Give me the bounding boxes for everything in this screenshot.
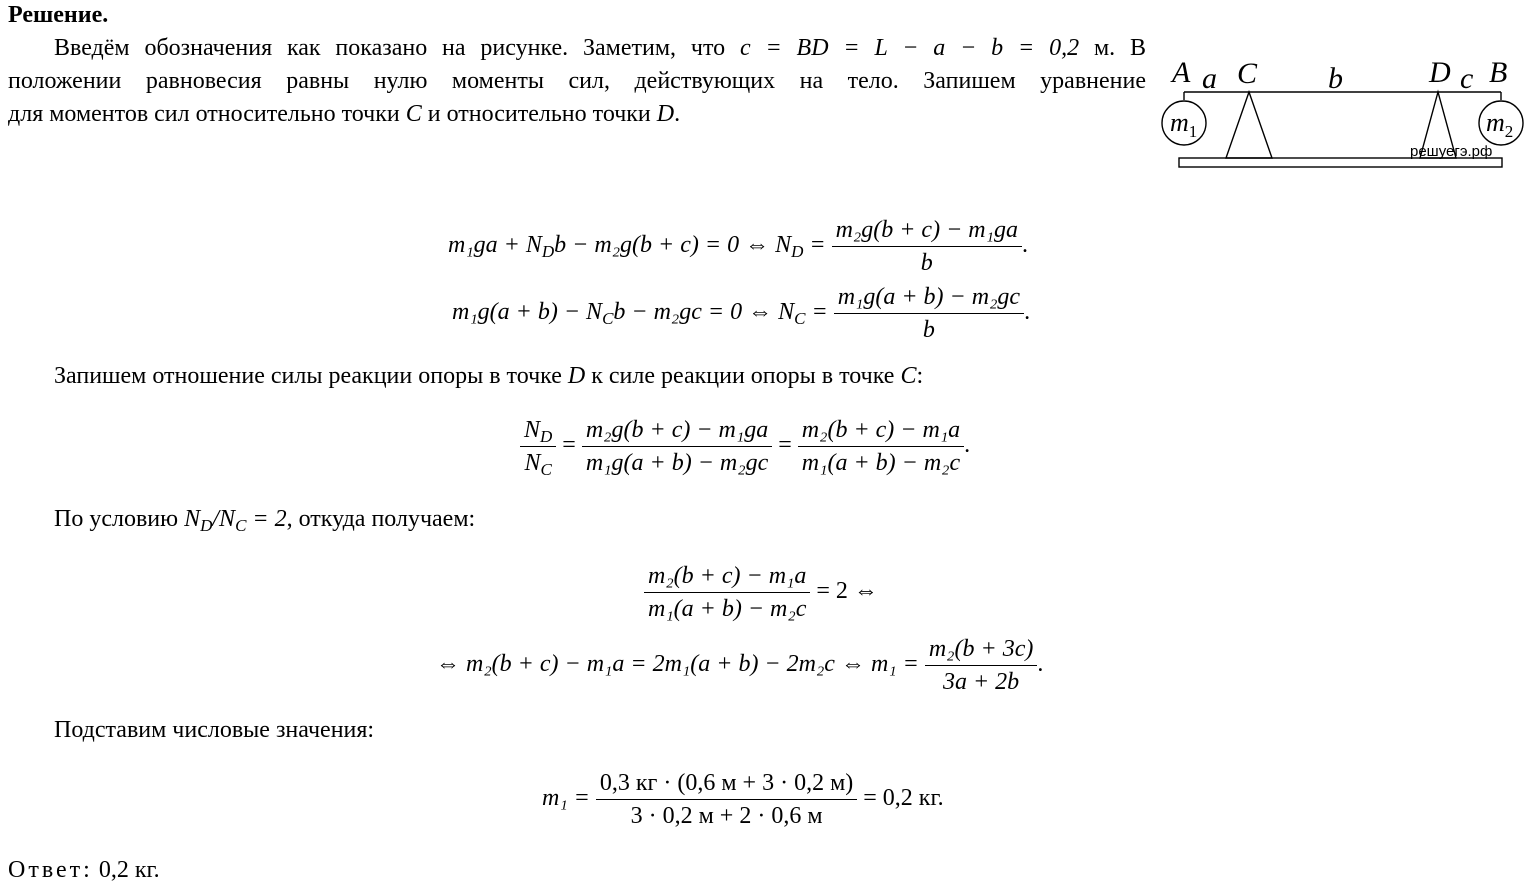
eq3-f2-numerator: m₂g(b + c) − m₁ga	[582, 414, 772, 447]
intro-line-1	[8, 32, 1146, 65]
substitution-text: Подставим числовые значения:	[54, 717, 375, 743]
intro-line-3	[8, 98, 1146, 131]
equation-6	[542, 767, 944, 832]
eq3-f3-numerator: m₂(b + c) − m₁a	[798, 414, 964, 447]
eq4-rhs: = 2 ⇔	[816, 578, 878, 605]
answer-label: Ответ:	[8, 857, 93, 883]
intro-text-1: Введём обозначения как показано на рисунке. Заметим, что	[54, 35, 740, 61]
eq1-lhs: $m_1ga + N_Db - m_2g(b + c) = 0$ ⇔ $N_D$ =	[448, 232, 826, 262]
label-d-point: D	[1429, 56, 1451, 89]
point-c-label: C	[405, 101, 422, 127]
label-c-point: C	[1237, 57, 1258, 90]
intro-unit: м. В	[1079, 35, 1146, 61]
eq1-end: .	[1021, 232, 1028, 259]
eq3-fraction-2	[582, 414, 772, 479]
eq6-rhs: = 0,2 кг.	[863, 785, 944, 812]
label-c-length: c	[1460, 62, 1474, 95]
eq3-end: .	[964, 432, 971, 459]
intro-line-2: положении равновесия равны нулю моменты сил, действующих на тело. Запишем уравнение	[8, 68, 1146, 94]
label-b-length: b	[1328, 62, 1343, 95]
mass-2-label	[1486, 108, 1513, 141]
eq5-end: .	[1037, 651, 1044, 678]
eq5-denominator: 3a + 2b	[942, 669, 1020, 695]
eq3-f3-denominator: m₁(a + b) − m₂c	[801, 450, 961, 476]
answer-line	[8, 857, 160, 884]
label-a-length: a	[1202, 62, 1217, 95]
eq3-fraction-3	[798, 414, 964, 479]
eq4-numerator: m₂(b + c) − m₁a	[644, 560, 810, 593]
eq2-denominator: b	[922, 317, 935, 343]
answer-value: 0,2 кг.	[92, 857, 160, 883]
intro-text-3c: .	[674, 101, 681, 127]
eq3-f2-denominator: m₁g(a + b) − m₂gc	[585, 450, 769, 476]
eq6-fraction	[596, 767, 857, 832]
equation-4	[644, 560, 878, 625]
label-b-point: B	[1489, 56, 1508, 89]
equation-1	[448, 214, 1028, 279]
lever-diagram	[1158, 52, 1528, 174]
ratio-text-b: к силе реакции опоры в точке	[585, 363, 901, 389]
intro-paragraph	[8, 32, 1146, 131]
ratio-point-d: D	[567, 363, 586, 389]
eq3-fraction-1	[520, 414, 556, 479]
ratio-text	[54, 363, 923, 390]
eq5-fraction	[925, 633, 1038, 698]
eq2-lhs: $m_1g(a + b) - N_Cb - m_2gc = 0$ ⇔ $N_C$ =	[452, 299, 828, 329]
eq4-fraction	[644, 560, 810, 625]
eq3-equals-2: =	[778, 432, 792, 459]
eq6-lhs: m₁ =	[542, 785, 590, 812]
condition-formula: $N_D/N_C = 2$	[184, 506, 287, 535]
eq1-numerator: m₂g(b + c) − m₁ga	[832, 214, 1022, 247]
intro-text-3b: и относительно точки	[421, 101, 657, 127]
eq1-denominator: b	[920, 250, 933, 276]
intro-text-3a: для моментов сил относительно точки	[8, 101, 406, 127]
ratio-text-end: :	[916, 363, 924, 389]
eq3-f1-numerator: $N_D$	[520, 414, 556, 447]
eq6-denominator: 3 · 0,2 м + 2 · 0,6 м	[630, 803, 823, 829]
watermark: решуегэ.рф	[1410, 143, 1493, 160]
intro-formula: c = BD = L − a − b = 0,2	[740, 35, 1080, 61]
label-a-point: A	[1172, 56, 1191, 89]
eq4-denominator: m₁(a + b) − m₂c	[648, 596, 807, 622]
eq5-lhs: ⇔ m₂(b + c) − m₁a = 2m₁(a + b) − 2m₂c ⇔ m₁ =	[436, 651, 919, 678]
equation-5	[436, 633, 1043, 698]
eq2-fraction	[834, 281, 1024, 346]
eq1-fraction	[832, 214, 1022, 279]
eq5-numerator: m₂(b + 3c)	[925, 633, 1038, 666]
condition-text	[54, 506, 475, 533]
solution-heading: Решение.	[8, 2, 109, 28]
eq3-f1-denominator: $N_C$	[524, 450, 552, 479]
mass-1-label	[1170, 108, 1197, 141]
lever-figure	[1158, 52, 1528, 174]
eq2-end: .	[1024, 299, 1031, 326]
ratio-point-c: C	[900, 363, 917, 389]
condition-text-a: По условию	[54, 506, 185, 532]
eq6-numerator: 0,3 кг · (0,6 м + 3 · 0,2 м)	[596, 767, 857, 800]
mass-1-index: 1	[1188, 122, 1198, 141]
eq3-equals-1: =	[562, 432, 576, 459]
mass-2-index: 2	[1504, 122, 1514, 141]
eq2-numerator: m₁g(a + b) − m₂gc	[834, 281, 1024, 314]
mass-2-letter: m	[1486, 108, 1505, 137]
mass-1-letter: m	[1170, 108, 1189, 137]
condition-text-b: , откуда получаем:	[286, 506, 476, 532]
support-c	[1226, 92, 1272, 158]
ratio-text-a: Запишем отношение силы реакции опоры в точке	[54, 363, 568, 389]
equation-3	[520, 414, 970, 479]
equation-2	[452, 281, 1030, 346]
point-d-label: D	[656, 101, 675, 127]
